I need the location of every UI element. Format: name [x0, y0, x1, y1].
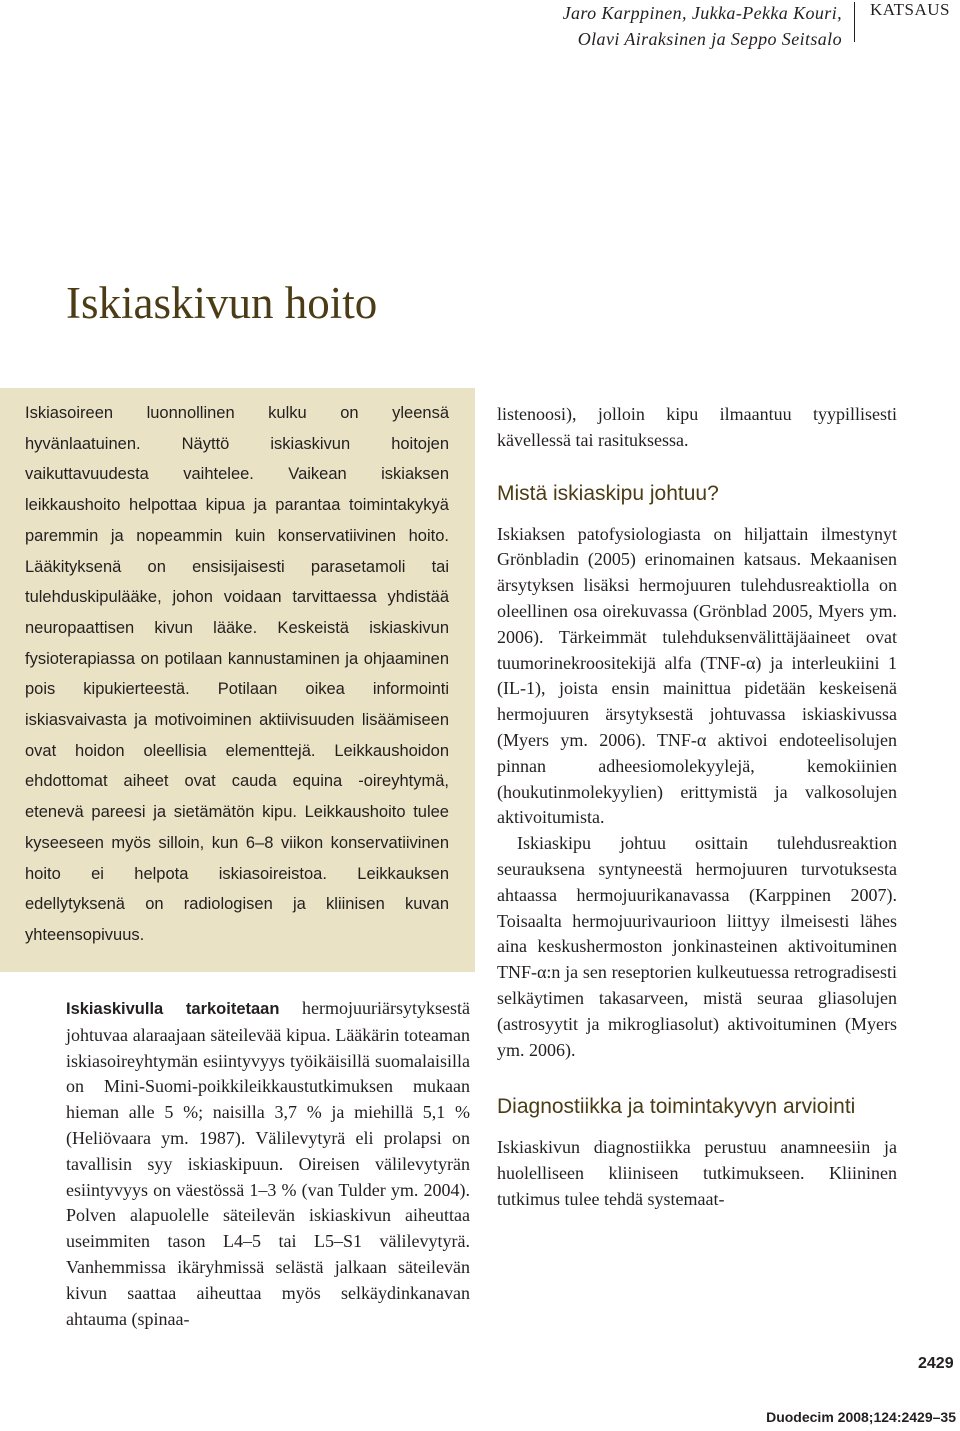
article-authors: [422, 0, 842, 52]
left-column-text: [66, 996, 470, 1332]
section-heading-diagnostics: Diagnostiikka ja toimintakyvyn arviointi: [497, 1095, 856, 1119]
authors-line-1: Jaro Karppinen, Jukka-Pekka Kouri,: [562, 3, 842, 23]
paragraph-inflammation: Iskiaskipu johtuu osittain tulehdusreaktion seurauksena syntyneestä hermojuuren turvotuksesta ahtaassa hermojuurikanavassa (Karppinen 2007). Toisaalta hermojuurivaurioon liittyy ilmeisesti lähes aina keskushermoston jonkinasteinen aktivoituminen TNF-α:n ja sen reseptorien kulkeutuessa retrogradisesti selkäytimen takasarveen, mistä seuraa gliasolujen (astrosyytit ja mikrogliasolut) aktivoituminen (Myers ym. 2006).: [497, 833, 897, 1060]
article-title: Iskiaskivun hoito: [66, 278, 378, 328]
journal-citation: Duodecim 2008;124:2429–35: [766, 1409, 956, 1425]
paragraph-diagnostics: Iskiaskivun diagnostiikka perustuu anamneesiin ja huolelliseen kliiniseen tutkimukseen. Kliininen tutkimus tulee tehdä systemaat-: [497, 1137, 897, 1209]
paragraph-pathophysiology: Iskiaksen patofysiologiasta on hiljattain ilmestynyt Grönbladin (2005) erinomainen katsaus. Mekaanisen ärsytyksen lisäksi hermojuuren tulehdusreaktiolla on oleellinen osa oirekuvassa (Grönblad 2005, Myers ym. 2006). Tärkeimmät tulehduksenvälittäjäaineet ovat tuumorinekroositekijä alfa (TNF-α) ja interleukiini 1 (IL-1), joista ensin mainittua pidetään keskeisenä hermojuuren ärsytyksestä johtuvassa iskiaskivussa (Myers ym. 2006). TNF-α aktivoi endoteelisolujen pinnan adheesiomolekyylejä, kemokiinien (houkutinmolekyylien) erittymistä ja valkosolujen aktivoitumista.: [497, 523, 897, 828]
continuation-paragraph: listenoosi), jolloin kipu ilmaantuu tyypillisesti kävellessä tai rasituksessa.: [497, 404, 897, 450]
right-column: [497, 402, 897, 1213]
page-number: 2429: [918, 1355, 954, 1372]
authors-line-2: Olavi Airaksinen ja Seppo Seitsalo: [577, 29, 842, 49]
section-label: KATSAUS: [870, 0, 951, 19]
lead-in-phrase: Iskiaskivulla tarkoitetaan: [66, 1000, 280, 1018]
abstract-text: Iskiasoireen luonnollinen kulku on yleensä hyvänlaatuinen. Näyttö iskiaskivun hoitojen vaikuttavuudesta vaihtelee. Vaikean iskiaksen leikkaushoito helpottaa kipua ja parantaa toimintakykyä paremmin ja nopeammin kuin konservatiivinen hoito. Lääkityksenä on ensisijaisesti parasetamoli tai tulehduskipulääke, johon voidaan tarvittaessa yhdistää neuropaattisen kivun lääke. Keskeistä iskiaskivun fysioterapiassa on potilaan kannustaminen ja ohjaaminen pois kipukierteestä. Potilaan oikea informointi iskiasvaivasta ja motivoiminen aktiivisuuden lisäämiseen ovat hoidon oleellisia elementtejä. Leikkaushoidon ehdottomat aiheet ovat cauda equina -oireyhtymä, etenevä pareesi ja sietämätön kipu. Leikkaushoito tulee kyseeseen myös silloin, kun 6–8 viikon konservatiivinen hoito ei helpota iskiasoireistoa. Leikkauksen edellytyksenä on radiologisen ja kliinisen kuvan yhteensopivuus.: [25, 404, 449, 944]
header-divider: [854, 2, 855, 42]
left-column-body: hermojuuriärsytyksestä johtuvaa alaraajaan säteilevää kipua. Lääkärin toteaman iskiasoireyhtymän esiintyvyys työikäisillä suomalaisilla on Mini-Suomi-poikkileikkaustutkimuksen mukaan hieman alle 5 %; naisilla 3,7 % ja miehillä 5,1 % (Heliövaara ym. 1987). Välilevytyrä eli prolapsi on tavallisin syy iskiaskipuun. Oireisen välilevytyrän esiintyvyys on väestössä 1–3 % (van Tulder ym. 2004). Polven alapuolelle säteilevän iskiaskivun aiheuttaa useimmiten tason L4–5 tai L5–S1 välilevytyrä. Vanhemmissa ikäryhmissä selästä jalkaan säteilevän kivun saattaa aiheuttaa myös selkäydinkanavan ahtauma (spinaa-: [66, 998, 470, 1329]
section-heading-cause: Mistä iskiaskipu johtuu?: [497, 481, 719, 505]
